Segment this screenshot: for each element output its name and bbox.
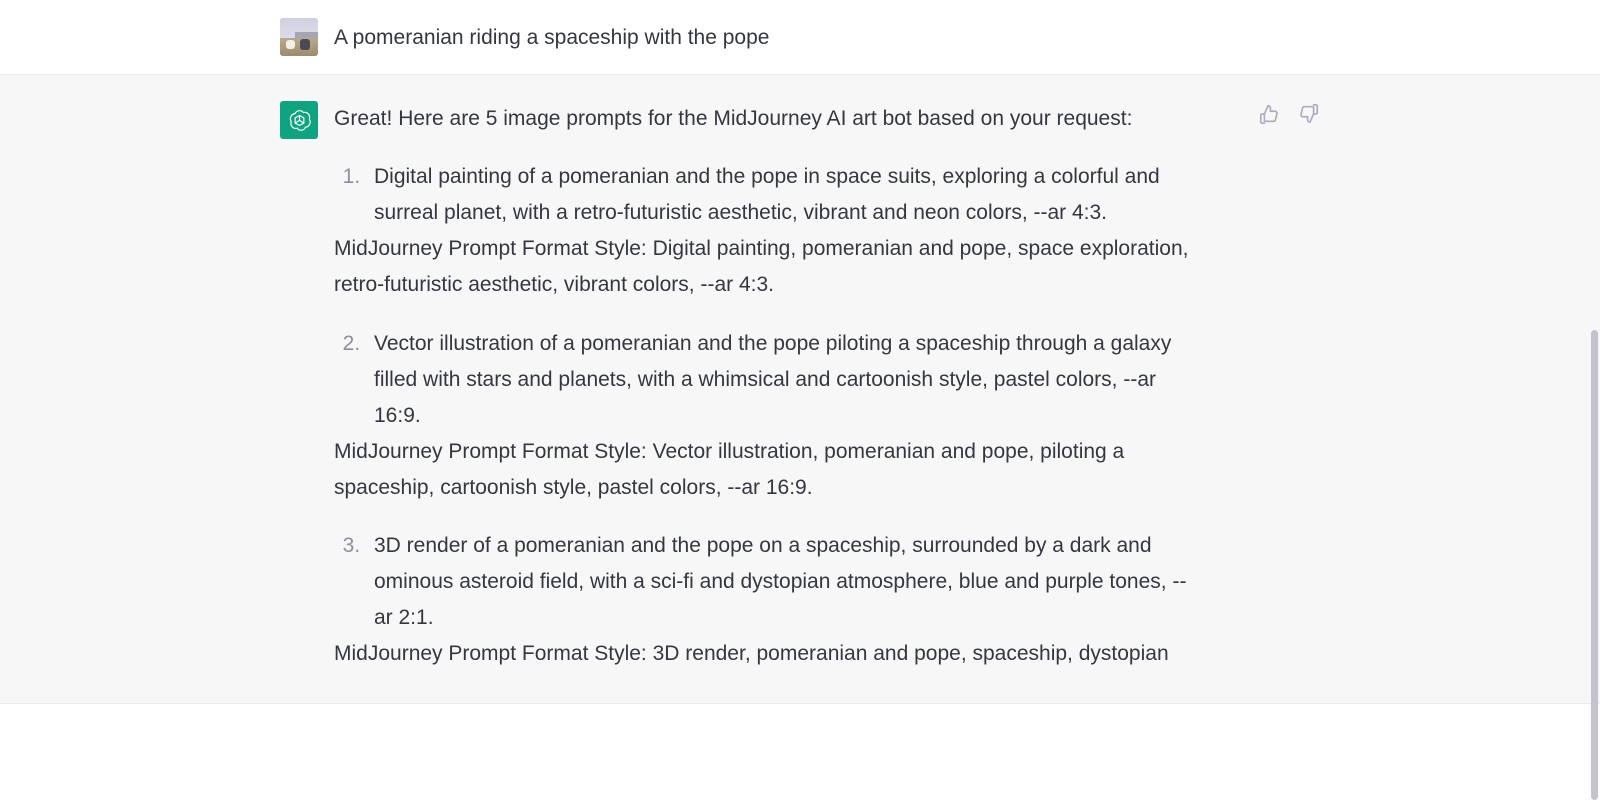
prompt-text: Digital painting of a pomeranian and the pope in space suits, exploring a colorful and surreal planet, with a retro-futuristic aesthetic, vibrant and neon colors, --ar 4:3. bbox=[374, 165, 1160, 225]
avatar-column bbox=[280, 18, 334, 56]
prompt-text: Vector illustration of a pomeranian and the pope piloting a spaceship through a galaxy filled with stars and planets, with a whimsical and cartoonish style, pastel colors, --ar 16:9. bbox=[374, 331, 1172, 427]
format-style-text: MidJourney Prompt Format Style: Digital painting, pomeranian and pope, space exploration, retro-futuristic aesthetic, vibrant colors, --ar 4:3. bbox=[334, 237, 1189, 297]
list-item bbox=[366, 326, 1204, 434]
user-message-text: A pomeranian riding a spaceship with the pope bbox=[334, 26, 770, 49]
user-message-content bbox=[334, 18, 1224, 56]
format-style-text: MidJourney Prompt Format Style: Vector illustration, pomeranian and pope, piloting a spaceship, cartoonish style, pastel colors, --ar 16:9. bbox=[334, 439, 1125, 499]
scrollbar[interactable] bbox=[1589, 0, 1600, 800]
list-item bbox=[366, 159, 1204, 231]
thumbs-down-icon[interactable] bbox=[1298, 103, 1320, 125]
scrollbar-thumb[interactable] bbox=[1591, 330, 1598, 800]
avatar-column bbox=[280, 101, 334, 673]
prompt-list bbox=[334, 326, 1204, 434]
feedback-controls bbox=[1258, 103, 1320, 125]
message-row-user bbox=[0, 0, 1600, 75]
avatar bbox=[280, 18, 318, 56]
assistant-intro-text: Great! Here are 5 image prompts for the MidJourney AI art bot based on your request: bbox=[334, 107, 1133, 130]
prompt-list bbox=[334, 528, 1204, 636]
list-item bbox=[366, 528, 1204, 636]
openai-logo-icon bbox=[280, 101, 318, 139]
prompt-text: 3D render of a pomeranian and the pope on a spaceship, surrounded by a dark and ominous asteroid field, with a sci-fi and dystopian atmosphere, blue and purple tones, --ar 2:1. bbox=[374, 534, 1187, 630]
prompt-list bbox=[334, 159, 1204, 231]
message-row-assistant bbox=[0, 75, 1600, 704]
format-style-text: MidJourney Prompt Format Style: 3D render, pomeranian and pope, spaceship, dystopian bbox=[334, 642, 1169, 666]
assistant-message-content bbox=[334, 101, 1224, 673]
thumbs-up-icon[interactable] bbox=[1258, 103, 1280, 125]
